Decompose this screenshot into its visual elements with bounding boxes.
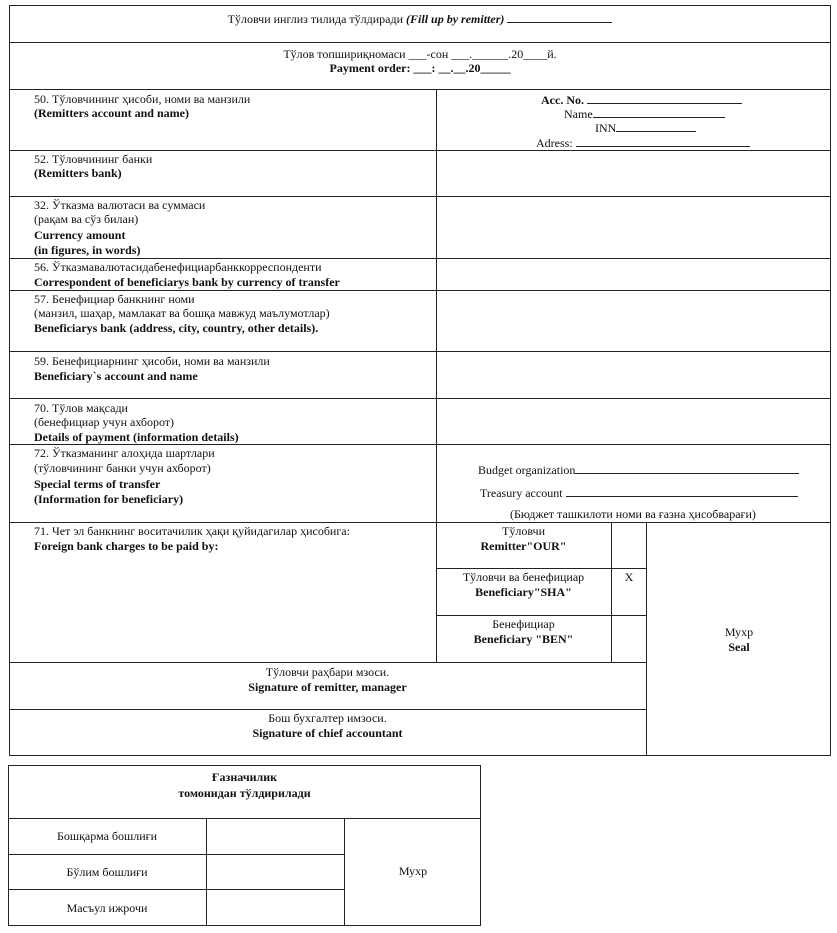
field-57-value[interactable] <box>438 291 830 350</box>
charge-sha-uz: Тўловчи ва бенефициар <box>462 570 585 584</box>
treasury-row-responsible-executor: Масъул ижрочи <box>66 901 148 915</box>
treasury-account-label: Treasury account <box>480 485 798 501</box>
adress-field[interactable] <box>578 135 754 149</box>
signature-accountant-en: Signature of chief accountant <box>252 726 403 740</box>
treasury-title-2: томонидан тўлдирилади <box>178 786 311 800</box>
field-56-label-en: Correspondent of beneficiarys bank by currency of transfer <box>34 275 340 289</box>
field-72-label: 72. Ўтказманинг алоҳида шартлари <box>34 446 215 460</box>
field-50-label-en: (Remitters account and name) <box>34 106 189 120</box>
acc-no-field[interactable] <box>598 92 748 106</box>
signature-accountant-uz: Бош бухгалтер имзоси. <box>268 711 387 725</box>
seal-label-en: Seal <box>728 640 750 654</box>
field-32-label: 32. Ўтказма валютаси ва суммаси <box>34 198 206 212</box>
field-56-value[interactable] <box>438 259 830 289</box>
charge-our-en: Remitter"OUR" <box>480 539 567 553</box>
seal-label-uz: Мухр <box>724 625 754 639</box>
field-32-value[interactable] <box>438 197 830 257</box>
charge-sha-en: Beneficiary"SHA" <box>475 585 572 599</box>
field-57-label-en: Beneficiarys bank (address, city, country, other details). <box>34 321 319 335</box>
field-57-label-2: (манзил, шаҳар, мамлакат ва бошқа мавжуд маълумотлар) <box>34 306 330 320</box>
field-32-label-en-2: (in figures, in words) <box>34 243 141 257</box>
inn-label: INN <box>595 120 696 136</box>
field-70-label-2: (бенефициар учун ахборот) <box>34 415 175 429</box>
treasury-signature-1[interactable] <box>208 820 342 852</box>
charges-mark-border <box>611 522 612 662</box>
column-divider <box>436 89 437 522</box>
field-52-label: 52. Тўловчининг банки <box>34 152 153 166</box>
field-71-label-en: Foreign bank charges to be paid by: <box>34 539 219 553</box>
field-70-label: 70. Тўлов мақсади <box>34 401 128 415</box>
inn-field[interactable] <box>620 120 698 134</box>
payment-order-en: Payment order: ___: __.__.20_____ <box>329 61 511 75</box>
charge-ben-uz: Бенефициар <box>492 617 555 631</box>
field-32-label-en: Currency amount <box>34 228 126 242</box>
field-72-label-en: Special terms of transfer <box>34 477 161 491</box>
divider <box>9 89 831 90</box>
field-70-label-en: Details of payment (information details) <box>34 430 239 444</box>
field-56-label: 56. Ўтказмавалютасидабенефициарбанккорреспонденти <box>34 260 322 274</box>
payment-order-uz: Тўлов топшириқномаси ___-сон ___.______.20____й. <box>283 47 557 61</box>
field-59-label-en: Beneficiary`s account and name <box>34 369 198 383</box>
field-59-label: 59. Бенефициарнинг ҳисоби, номи ва манзили <box>34 354 270 368</box>
charge-ben-checkbox[interactable] <box>613 617 645 661</box>
field-71-label: 71. Чет эл банкнинг воситачилик ҳақи қуйидагилар ҳисобига: <box>34 524 350 538</box>
treasury-row-head-of-division: Бўлим бошлиғи <box>66 865 148 879</box>
field-52-label-en: (Remitters bank) <box>34 166 122 180</box>
fill-note-uz: Тўловчи инглиз тилида тўлдиради <box>227 12 404 26</box>
signature-manager-en: Signature of remitter, manager <box>248 680 407 694</box>
divider <box>9 42 831 43</box>
field-57-label: 57. Бенефициар банкнинг номи <box>34 292 195 306</box>
field-72-label-en-2: (Information for beneficiary) <box>34 492 184 506</box>
budget-note: (Бюджет ташкилоти номи ва ғазна ҳисобварағи) <box>510 507 756 521</box>
charge-our-checkbox[interactable] <box>613 524 645 567</box>
field-72-label-2: (тўловчининг банки учун ахборот) <box>34 461 211 475</box>
treasury-seal-label: Мухр <box>398 864 428 878</box>
name-label: Name <box>564 106 725 122</box>
budget-organization-field[interactable] <box>586 460 808 474</box>
name-field[interactable] <box>596 106 726 120</box>
adress-label: Adress: <box>536 135 750 151</box>
treasury-title-1: Ғазначилик <box>211 770 278 784</box>
treasury-row-head-of-department: Бошқарма бошлиғи <box>56 829 158 843</box>
charge-ben-en: Beneficiary "BEN" <box>473 632 574 646</box>
signature-manager-uz: Тўловчи раҳбари мзоси. <box>265 665 390 679</box>
fill-note <box>9 11 831 27</box>
fill-note-en: (Fill up by remitter) <box>406 12 505 26</box>
field-70-value[interactable] <box>438 399 830 443</box>
treasury-signature-2[interactable] <box>208 856 342 888</box>
treasury-signature-3[interactable] <box>208 891 342 924</box>
charge-our-uz: Тўловчи <box>502 524 545 538</box>
field-50-label: 50. Тўловчининг ҳисоби, номи ва манзили <box>34 92 251 106</box>
budget-organization-label: Budget organization <box>478 462 799 478</box>
field-52-value[interactable] <box>438 151 830 195</box>
acc-no-label: Acc. No. <box>541 92 742 108</box>
field-32-label-2: (рақам ва сўз билан) <box>34 212 139 226</box>
field-59-value[interactable] <box>438 352 830 397</box>
treasury-account-field[interactable] <box>578 483 808 497</box>
charge-sha-checkbox[interactable]: X <box>624 570 634 584</box>
